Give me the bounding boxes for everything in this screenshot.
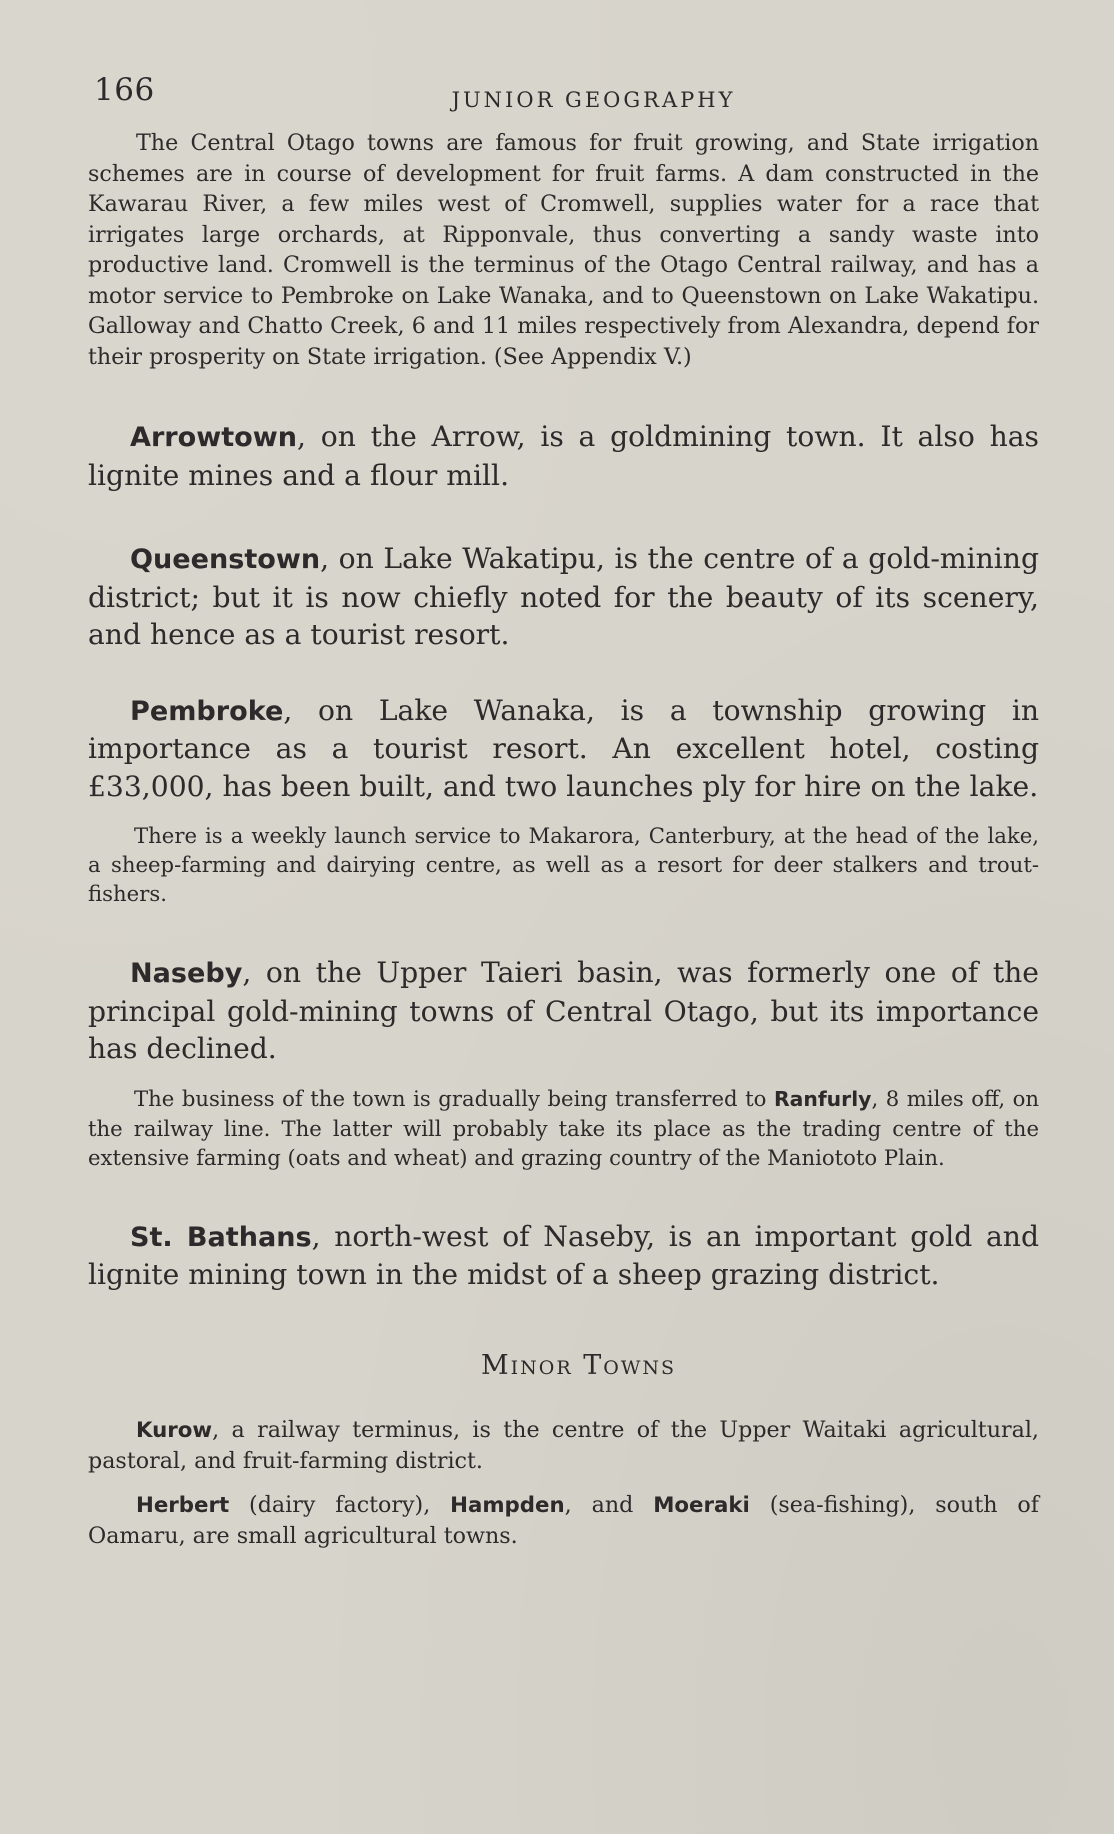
town-name-naseby: Naseby [130,958,243,989]
pembroke-note [88,821,1039,908]
naseby-note-after: , 8 miles off, on the railway line. The latter will probably take its place as the trading centre of the extensive farming (oats and wheat) and grazing country of the Maniototo Plain. [88,1085,1040,1170]
intro-paragraph: The Central Otago towns are famous for fruit growing, and State irrigation schemes are in course of development for fruit farms. A dam constructed in the Kawarau River, a few miles west of Cromwell, supplies water for a race that irrigates large orchards, at Ripponvale, thus converting a sandy waste into productive land. Cromwell is the terminus of the Otago Central railway, and has a motor service to Pembroke on Lake Wanaka, and to Queenstown on Lake Wakatipu. Galloway and Chatto Creek, 6 and 11 miles respectively from Alexandra, depend for their prosperity on State irrigation. (See Appendix V.) [88,130,1039,370]
naseby-note-before: The business of the town is gradually being transferred to [134,1085,774,1111]
queenstown-paragraph [88,540,1039,654]
running-head: JUNIOR GEOGRAPHY [451,88,736,112]
town-name-arrowtown: Arrowtown [130,422,298,453]
arrowtown-paragraph [88,418,1039,494]
queenstown-text: , on Lake Wakatipu, is the centre of a gold-mining district; but it is now chiefly noted for the beauty of its scenery, and hence as a tourist resort. [88,542,1039,651]
herbert-text-3: (sea-fishing), south of Oamaru, are small agricultural towns. [88,1491,1039,1549]
town-name-ranfurly: Ranfurly [773,1086,872,1111]
pembroke-note-text: There is a weekly launch service to Makarora, Canterbury, at the head of the lake, a sheep-farming and dairying centre, as well as a resort for deer stalkers and trout-fishers. [88,823,1039,906]
pembroke-text: , on Lake Wanaka, is a township growing in importance as a tourist resort. An excellent hotel, costing £33,000, has been built, and two launches ply for hire on the lake. [88,693,1039,803]
arrowtown-text: , on the Arrow, is a goldmining town. It also has lignite mines and a flour mill. [88,420,1039,492]
naseby-note [88,1084,1039,1172]
naseby-text: , on the Upper Taieri basin, was formerly one of the principal gold-mining towns of Central Otago, but its importance has declined. [88,956,1039,1065]
herbert-text-1: (dairy factory), [229,1491,451,1518]
town-name-hampden: Hampden [450,1492,565,1518]
minor-towns-heading: Minor Towns [481,1349,676,1381]
town-name-moeraki: Moeraki [653,1492,750,1518]
town-name-kurow: Kurow [136,1417,213,1443]
town-name-herbert: Herbert [136,1492,230,1518]
page-header [88,72,1039,128]
town-name-pembroke: Pembroke [130,695,284,727]
kurow-paragraph [88,1415,1039,1476]
herbert-paragraph [88,1490,1039,1551]
st-bathans-paragraph [88,1218,1039,1294]
town-name-queenstown: Queenstown [130,544,321,575]
page-number: 166 [94,72,155,108]
naseby-paragraph [88,954,1039,1068]
st-bathans-text: , north-west of Naseby, is an important gold and lignite mining town in the midst of a sheep grazing district. [88,1219,1039,1291]
pembroke-paragraph [88,692,1039,806]
kurow-text: , a railway terminus, is the centre of the Upper Waitaki agricultural, pastoral, and fruit-farming district. [88,1416,1039,1474]
herbert-text-2: , and [564,1491,654,1518]
town-name-st-bathans: St. Bathans [130,1221,312,1253]
